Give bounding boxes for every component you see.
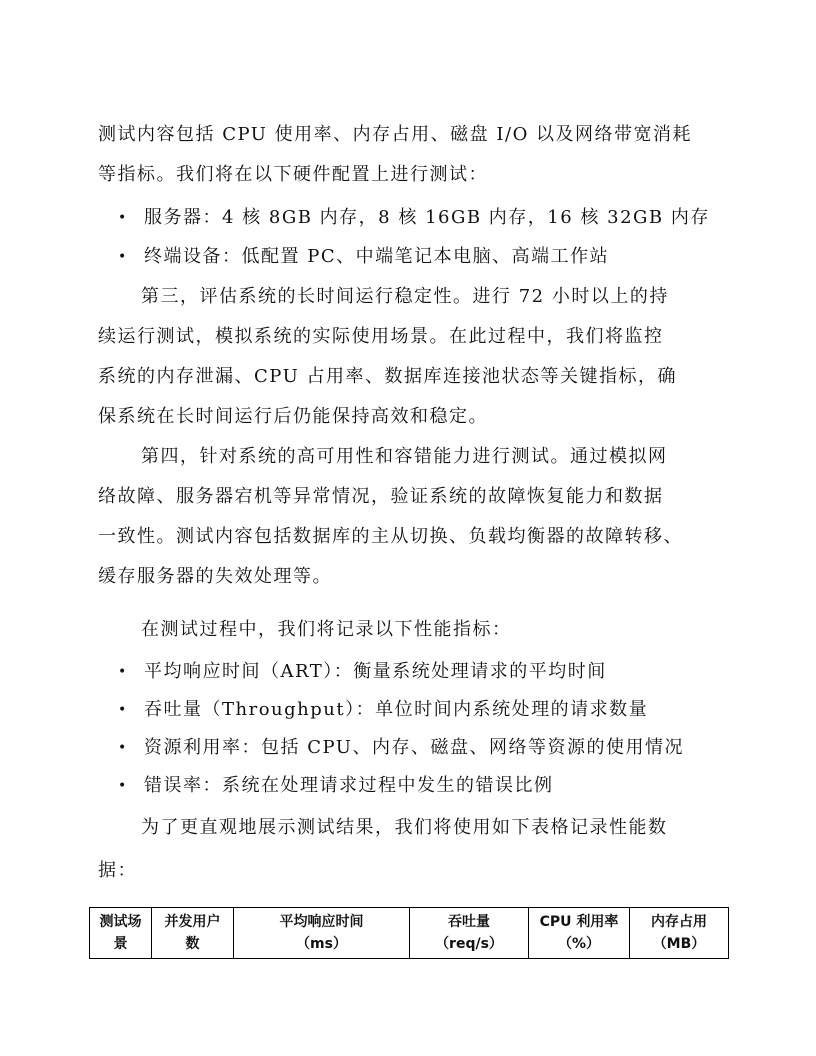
table-header-cell: 吞吐量 （req/s） xyxy=(410,908,529,959)
metrics-list-item xyxy=(118,660,607,684)
paragraph-5-line-2: 据： xyxy=(98,860,137,881)
metrics-list-item xyxy=(118,698,648,722)
paragraph-3-line-1: 第四，针对系统的高可用性和容错能力进行测试。通过模拟网 xyxy=(141,446,668,467)
hardware-list-item xyxy=(118,245,609,269)
metrics-list-item-text: 平均响应时间（ART）：衡量系统处理请求的平均时间 xyxy=(144,661,607,682)
paragraph-2-line-3: 系统的内存泄漏、CPU 占用率、数据库连接池状态等关键指标，确 xyxy=(98,366,677,387)
metrics-list-item xyxy=(118,774,554,798)
hardware-list-item-text: 终端设备：低配置 PC、中端笔记本电脑、高端工作站 xyxy=(144,246,610,267)
bullet-icon: • xyxy=(118,210,128,226)
metrics-list-item-text: 吞吐量（Throughput）：单位时间内系统处理的请求数量 xyxy=(144,699,649,720)
bullet-icon: • xyxy=(118,740,128,756)
paragraph-3-line-2: 络故障、服务器宕机等异常情况，验证系统的故障恢复能力和数据 xyxy=(98,486,664,507)
table-header-row xyxy=(90,908,729,959)
bullet-icon: • xyxy=(118,249,128,265)
table-header-cell: 测试场 景 xyxy=(90,908,152,959)
paragraph-2-line-1: 第三，评估系统的长时间运行稳定性。进行 72 小时以上的持 xyxy=(141,286,669,307)
paragraph-1-line-2: 等指标。我们将在以下硬件配置上进行测试： xyxy=(98,164,488,185)
table-header-cell: 并发用户 数 xyxy=(152,908,234,959)
paragraph-3-line-3: 一致性。测试内容包括数据库的主从切换、负载均衡器的故障转移、 xyxy=(98,526,683,547)
paragraph-1-line-1: 测试内容包括 CPU 使用率、内存占用、磁盘 I/O 以及网络带宽消耗 xyxy=(98,124,693,145)
metrics-list-item-text: 资源利用率：包括 CPU、内存、磁盘、网络等资源的使用情况 xyxy=(144,737,684,758)
bullet-icon: • xyxy=(118,778,128,794)
paragraph-3-line-4: 缓存服务器的失效处理等。 xyxy=(98,566,332,587)
paragraph-2-line-2: 续运行测试，模拟系统的实际使用场景。在此过程中，我们将监控 xyxy=(98,326,664,347)
metrics-list-item-text: 错误率：系统在处理请求过程中发生的错误比例 xyxy=(144,775,554,796)
paragraph-2-line-4: 保系统在长时间运行后仍能保持高效和稳定。 xyxy=(98,406,488,427)
table-header-cell: 内存占用 （MB） xyxy=(630,908,729,959)
performance-table xyxy=(89,907,729,959)
bullet-icon: • xyxy=(118,702,128,718)
hardware-list-item-text: 服务器：4 核 8GB 内存，8 核 16GB 内存，16 核 32GB 内存 xyxy=(144,207,710,228)
bullet-icon: • xyxy=(118,664,128,680)
hardware-list-item xyxy=(118,206,710,230)
table-header-cell: CPU 利用率 （%） xyxy=(529,908,630,959)
metrics-list-item xyxy=(118,736,684,760)
table-header-cell: 平均响应时间 （ms） xyxy=(234,908,410,959)
paragraph-4: 在测试过程中，我们将记录以下性能指标： xyxy=(141,619,512,640)
paragraph-5-line-1: 为了更直观地展示测试结果，我们将使用如下表格记录性能数 xyxy=(141,817,668,838)
